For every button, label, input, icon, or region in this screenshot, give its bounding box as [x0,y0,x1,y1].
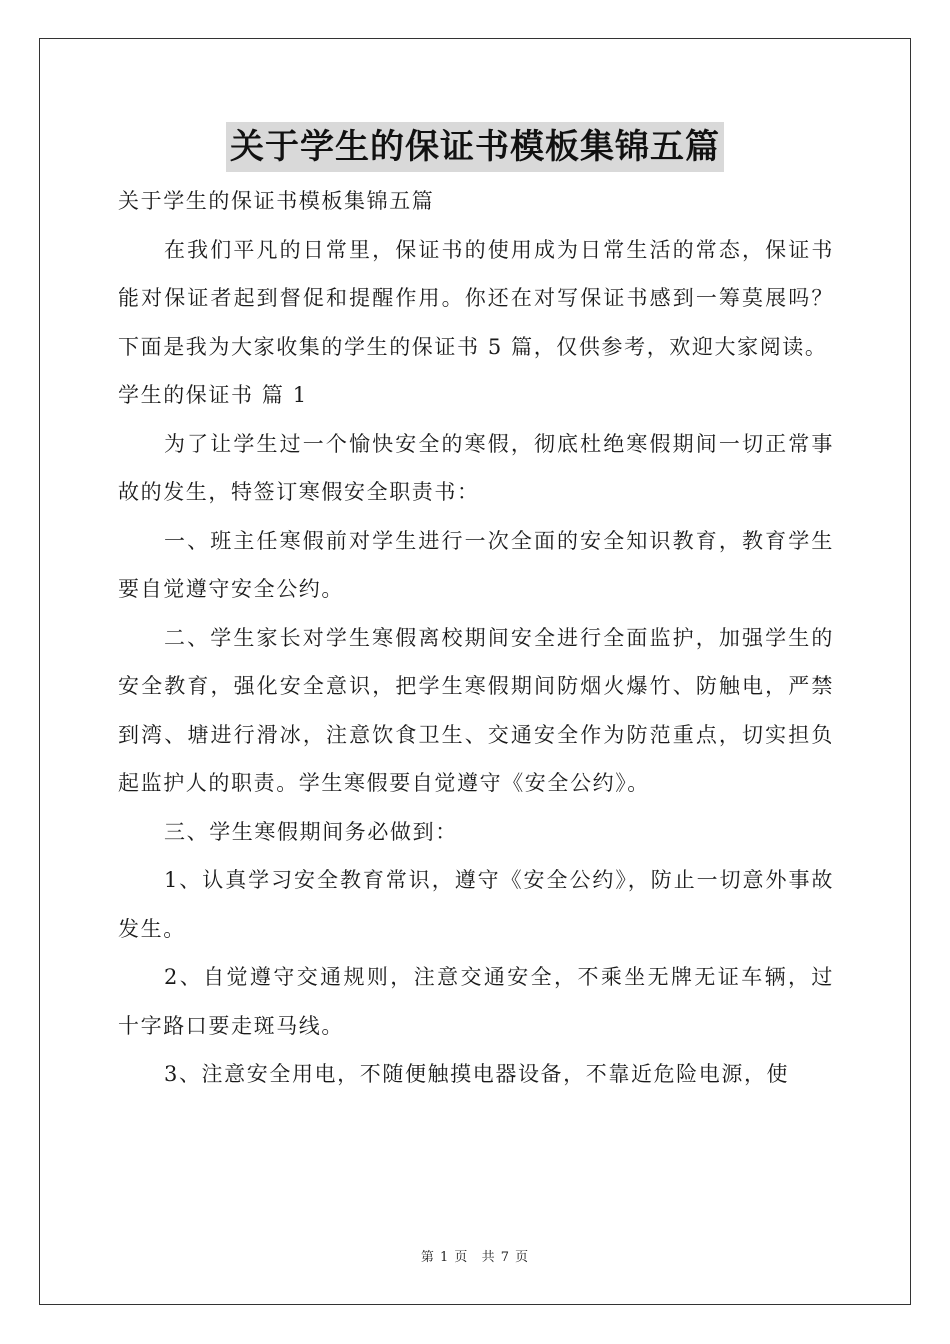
list-item: 1、认真学习安全教育常识，遵守《安全公约》，防止一切意外事故发生。 [118,868,834,941]
section-heading: 学生的保证书 篇 1 [118,383,308,407]
body-paragraph: 一、班主任寒假前对学生进行一次全面的安全知识教育，教育学生要自觉遵守安全公约。 [118,528,834,601]
title-container [0,122,950,172]
subtitle-paragraph: 关于学生的保证书模板集锦五篇 [118,189,435,213]
page-number: 第 1 页 [420,1250,469,1265]
list-item: 2、自觉遵守交通规则，注意交通安全，不乘坐无牌无证车辆，过十字路口要走斑马线。 [118,965,834,1038]
body-paragraph: 三、学生寒假期间务必做到： [164,819,458,844]
body-paragraph: 为了让学生过一个愉快安全的寒假，彻底杜绝寒假期间一切正常事故的发生，特签订寒假安全职责书： [118,431,834,504]
intro-paragraph: 在我们平凡的日常里，保证书的使用成为日常生活的常态，保证书能对保证者起到督促和提醒作用。你还在对写保证书感到一筹莫展吗？下面是我为大家收集的学生的保证书 5 篇，仅供参考，欢迎大家阅读。 [118,237,834,359]
list-item: 3、注意安全用电，不随便触摸电器设备，不靠近危险电源，使 [164,1062,790,1086]
document-body [118,177,834,1099]
page-footer [0,1246,950,1265]
document-title: 关于学生的保证书模板集锦五篇 [226,122,724,172]
total-pages: 共 7 页 [481,1250,530,1265]
body-paragraph: 二、学生家长对学生寒假离校期间安全进行全面监护，加强学生的安全教育，强化安全意识，把学生寒假期间防烟火爆竹、防触电，严禁到湾、塘进行滑冰，注意饮食卫生、交通安全作为防范重点，切实担负起监护人的职责。学生寒假要自觉遵守《安全公约》。 [118,625,834,795]
